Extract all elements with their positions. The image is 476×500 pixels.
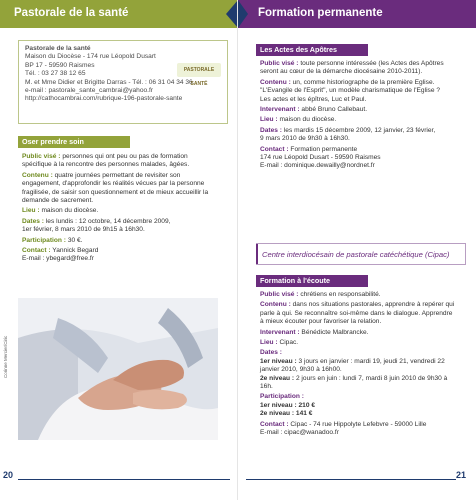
intervenant-label: Intervenant : xyxy=(260,328,300,336)
contact-line: 174 rue Léopold Dusart - 59590 Raismes xyxy=(260,154,381,162)
right-footer-rule xyxy=(246,479,456,480)
header-arrow-shape xyxy=(238,0,248,28)
contact-postal: BP 17 - 59590 Raismes xyxy=(25,61,95,69)
left-folio xyxy=(3,470,13,480)
contact-value: Yannick Begard xyxy=(52,247,99,255)
contenu-line: demande de sacrement. xyxy=(22,197,94,205)
participation-niveau2: 2e niveau : 141 € xyxy=(260,410,313,418)
public-line: toute personne intéressée (les Actes des Apôtres xyxy=(300,60,444,67)
intervenant-value: abbé Bruno Callebaut. xyxy=(301,106,368,114)
oser-prendre-soin-body xyxy=(22,153,230,264)
dates-label: Dates : xyxy=(22,217,44,225)
niveau1-line: 3 jours en janvier : mardi 19, jeudi 21, vendredi 22 xyxy=(298,357,445,365)
section-title-actes-des-apotres xyxy=(256,44,368,56)
contact-box-title: Pastorale de la santé xyxy=(25,45,91,52)
contact-email[interactable]: e-mail : pastorale_sante_cambrai@yahoo.fr xyxy=(25,87,154,95)
right-header-title: Formation permanente xyxy=(258,7,383,19)
contenu-line: parle à qui. Se reconnaître soi-même dans le dialogue. Apprendre xyxy=(260,309,453,317)
left-page-number: 20 xyxy=(3,470,14,480)
left-header-title: Pastorale de la santé xyxy=(14,7,129,19)
lieu-value: maison du diocèse. xyxy=(279,116,337,124)
contenu-line: engagement, d'approfondir les réalités vécues par la personne xyxy=(22,180,205,188)
niveau2-line: 16h. xyxy=(260,383,273,391)
contact-email-line[interactable]: E-mail : cipac@wanadoo.fr xyxy=(260,429,339,437)
lieu-label: Lieu : xyxy=(260,116,278,124)
dates-line: 1er février, 8 mars 2010 de 9h15 à 16h30. xyxy=(22,226,145,234)
contact-label: Contact : xyxy=(22,247,51,255)
photo-credit: Corinne Mercier/Ciric xyxy=(3,335,8,378)
public-label: Public visé : xyxy=(260,291,299,298)
lieu-value: Cipac. xyxy=(279,339,299,347)
intervenant-label: Intervenant : xyxy=(260,106,300,114)
contenu-line: quatre journées permettant de revisiter son xyxy=(54,171,181,179)
dates-label: Dates : xyxy=(260,349,282,357)
contact-names: M. et Mme Didier et Brigitte Darras - Tél. : 06 31 04 34 36 xyxy=(25,78,193,86)
contact-phone: Tél. : 03 27 38 12 65 xyxy=(25,70,86,78)
contact-box xyxy=(18,40,228,124)
left-page-header xyxy=(0,0,238,28)
public-value: chrétiens en responsabilité. xyxy=(300,291,381,298)
right-folio xyxy=(456,470,466,480)
formation-ecoute-body xyxy=(260,291,470,438)
niveau2-line: 2 jours en juin : lundi 7, mardi 8 juin 2010 de 9h30 à xyxy=(295,374,448,382)
niveau1-line: janvier 2010, 9h30 à 16h00. xyxy=(260,366,342,374)
public-line: personnes qui ont peu ou pas de formation xyxy=(62,153,188,160)
public-label: Public visé : xyxy=(260,60,299,67)
contact-label: Contact : xyxy=(260,420,289,428)
dates-line: 9 mars 2010 de 9h30 à 16h30. xyxy=(260,135,350,143)
hands-illustration xyxy=(18,298,218,440)
lieu-label: Lieu : xyxy=(260,339,278,347)
dates-line: les lundis : 12 octobre, 14 décembre 2009, xyxy=(45,217,171,225)
section-title-text: Formation à l'écoute xyxy=(260,276,331,285)
hands-photo xyxy=(18,298,218,440)
section-title-formation-ecoute xyxy=(256,275,368,287)
cipac-heading-box xyxy=(256,243,466,265)
left-footer-rule xyxy=(18,479,230,480)
participation-value: 30 €. xyxy=(67,236,83,244)
contact-value: Cipac - 74 rue Hippolyte Lefebvre - 59000 Lille xyxy=(290,420,427,428)
lieu-label: Lieu : xyxy=(22,207,40,215)
section-title-text: Les Actes des Apôtres xyxy=(260,45,337,54)
intervenant-value: Bénédicte Malbrancke. xyxy=(301,328,369,336)
contact-email-line[interactable]: E-mail : ybegard@free.fr xyxy=(22,255,94,263)
contenu-line: fragilisée, de saisir son questionnement et de mieux accueillir la xyxy=(22,188,209,196)
public-label: Public visé : xyxy=(22,153,61,160)
actes-des-apotres-body xyxy=(260,60,470,171)
contenu-label: Contenu : xyxy=(22,171,53,179)
contact-website[interactable]: http://cathocambrai.com/rubrique-196-pastorale-sante xyxy=(25,95,183,103)
public-line: seront au cœur de la démarche diocésaine 2010-2011). xyxy=(260,68,423,76)
contenu-line: un, comme historiographe de la première Eglise. xyxy=(292,78,435,86)
dates-line: les mardis 15 décembre 2009, 12 janvier, 23 février, xyxy=(283,126,436,134)
contenu-line: "L'Evangile de l'Esprit", un modèle charismatique de l'Eglise ? xyxy=(260,87,440,95)
niveau2-label: 2e niveau : xyxy=(260,374,295,382)
right-page-number: 21 xyxy=(456,470,467,480)
logo-text: PASTORALE SANTÉ xyxy=(183,67,215,87)
section-title-oser-prendre-soin xyxy=(18,136,130,148)
cipac-heading: Centre interdiocésain de pastorale catéchétique (Cipac) xyxy=(262,250,450,259)
section-title-text: Oser prendre soin xyxy=(22,137,84,146)
contenu-line: dans nos situations pastorales, apprendre à repérer qui xyxy=(292,301,455,309)
participation-label: Participation : xyxy=(260,393,304,401)
contact-address: Maison du Diocèse - 174 rue Léopold Dusart xyxy=(25,53,156,61)
lieu-value: maison du diocèse. xyxy=(41,207,99,215)
right-page-header xyxy=(238,0,476,28)
participation-niveau1: 1er niveau : 210 € xyxy=(260,401,315,409)
dates-label: Dates : xyxy=(260,126,282,134)
contact-label: Contact : xyxy=(260,145,289,153)
public-line: spécifique à la rencontre des personnes malades, âgées. xyxy=(22,161,190,169)
niveau1-label: 1er niveau : xyxy=(260,357,297,365)
contenu-label: Contenu : xyxy=(260,78,291,86)
contact-email-line[interactable]: E-mail : dominique.dewailly@nordnet.fr xyxy=(260,162,375,170)
right-page xyxy=(238,0,476,500)
contenu-line: Les actes et les épîtres, Luc et Paul. xyxy=(260,95,367,103)
contenu-label: Contenu : xyxy=(260,301,291,309)
contact-line: Formation permanente xyxy=(290,145,358,153)
pastorale-sante-logo xyxy=(177,63,221,87)
participation-label: Participation : xyxy=(22,236,66,244)
contenu-line: à mieux écouter pour favoriser la relation. xyxy=(260,318,382,326)
